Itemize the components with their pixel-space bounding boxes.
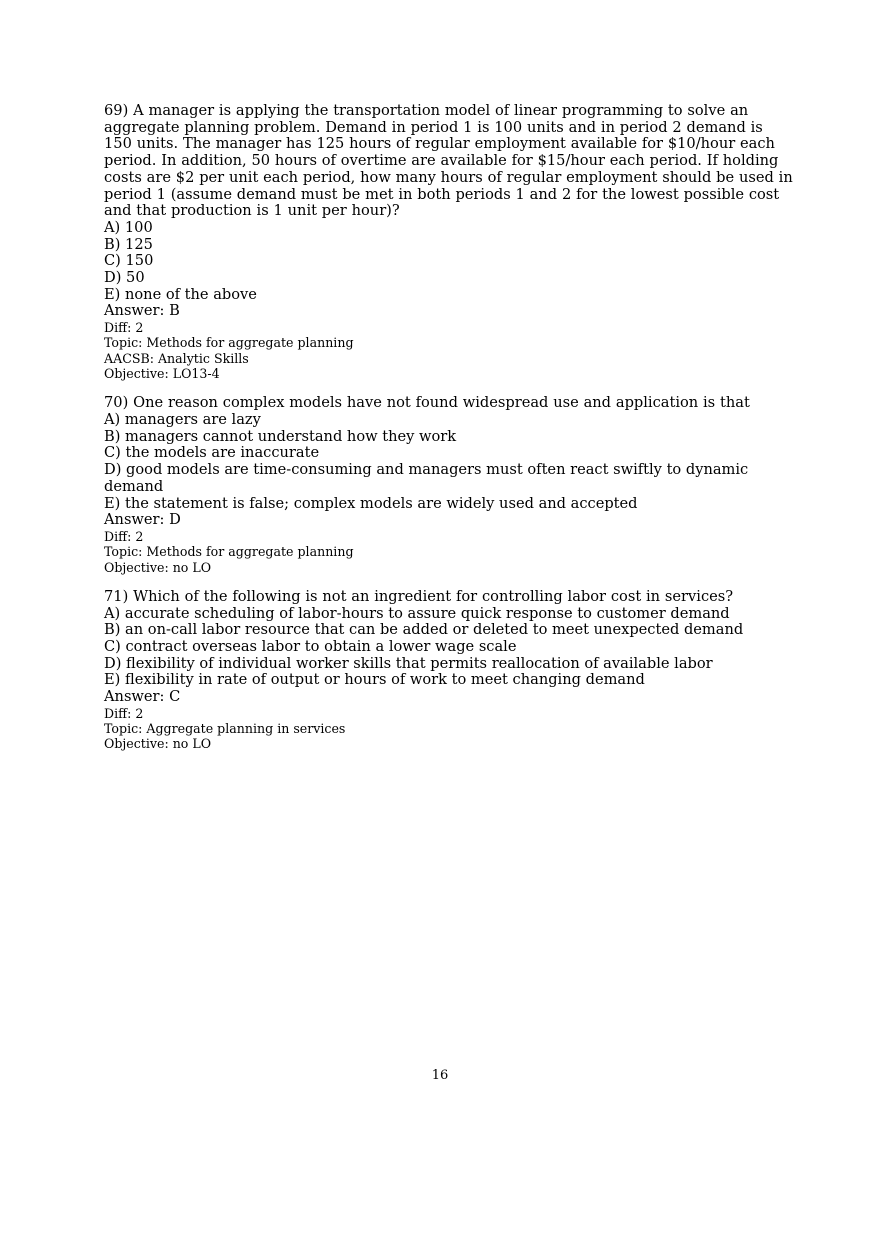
choice-e: E) flexibility in rate of output or hours of work to meet changing demand [104,671,645,689]
choice-d: D) good models are time-consuming and managers must often react swiftly to dynamic demand [104,461,749,495]
question-71 [104,589,794,752]
choice-e: E) none of the above [104,285,257,303]
meta-objective: Objective: no LO [104,736,212,752]
meta-topic: Topic: Methods for aggregate planning [104,335,354,351]
choice-b: B) managers cannot understand how they work [104,427,457,445]
answer-line: Answer: D [104,511,181,529]
question-70 [104,395,794,575]
question-stem: 71) Which of the following is not an ingredient for controlling labor cost in services? [104,587,734,605]
choice-a: A) 100 [104,218,153,236]
choice-d: D) 50 [104,269,145,287]
meta-difficulty: Diff: 2 [104,320,144,336]
answer-line: Answer: C [104,688,181,706]
meta-objective: Objective: no LO [104,559,212,575]
meta-topic: Topic: Methods for aggregate planning [104,544,354,560]
choice-a: A) managers are lazy [104,411,261,429]
page-number: 16 [431,1068,449,1083]
choice-c: C) the models are inaccurate [104,444,320,462]
question-stem: 70) One reason complex models have not found widespread use and application is that [104,394,750,412]
meta-difficulty: Diff: 2 [104,528,144,544]
choice-d: D) flexibility of individual worker skills that permits reallocation of available labor [104,654,713,672]
question-69 [104,103,794,381]
meta-topic: Topic: Aggregate planning in services [104,721,346,737]
choice-c: C) 150 [104,252,154,270]
choice-b: B) 125 [104,235,153,253]
answer-line: Answer: B [104,302,180,320]
meta-objective: Objective: LO13-4 [104,366,220,382]
meta-difficulty: Diff: 2 [104,705,144,721]
question-stem: 69) A manager is applying the transportation model of linear programming to solve an aggregate planning problem. Demand in period 1 is 100 units and in period 2 demand is 150 units. The manager has 125 hours of regular employment available for $10/hour each period. In addition, 50 hours of overtime are available for $15/hour each period. If holding costs are $2 per unit each period, how many hours of regular employment should be used in period 1 (assume demand must be met in both periods 1 and 2 for the lowest possible cost and that production is 1 unit per hour)? [104,102,793,220]
choice-b: B) an on-call labor resource that can be added or deleted to meet unexpected demand [104,621,744,639]
meta-aacsb: AACSB: Analytic Skills [104,350,249,366]
choice-c: C) contract overseas labor to obtain a lower wage scale [104,637,517,655]
document-page [104,103,794,766]
choice-e: E) the statement is false; complex models are widely used and accepted [104,494,638,512]
choice-a: A) accurate scheduling of labor-hours to assure quick response to customer demand [104,604,730,622]
